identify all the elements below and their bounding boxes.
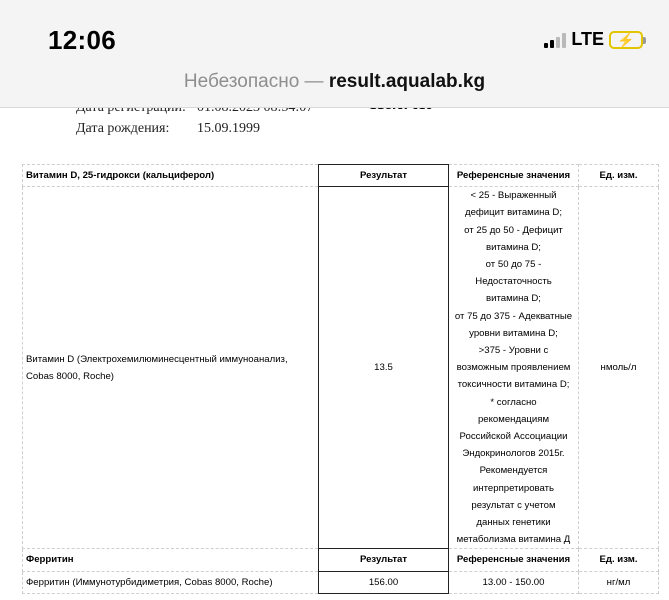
reference-line: дефицит витамина D; xyxy=(464,207,563,219)
reference-values xyxy=(449,187,579,549)
table-row xyxy=(23,571,659,593)
network-type: LTE xyxy=(571,29,604,49)
test-name: Витамин D (Электрохемилюминесцентный иммуноанализ, Cobas 8000, Roche) xyxy=(23,187,319,549)
reference-line: >375 - Уровни с xyxy=(478,345,549,357)
result-column-header: Результат xyxy=(319,165,449,187)
reference-line: < 25 - Выраженный xyxy=(470,190,557,202)
reference-line: возможным проявлением xyxy=(456,362,571,374)
section-title: Витамин D, 25-гидрокси (кальциферол) xyxy=(23,165,319,187)
reference-line: интерпретировать xyxy=(472,482,555,494)
table-row xyxy=(23,187,659,549)
reference-line: витамина D; xyxy=(486,241,541,253)
reference-line: от 50 до 75 - xyxy=(485,259,542,271)
result-value: 156.00 xyxy=(319,571,449,593)
reference-line: токсичности витамина D; xyxy=(457,379,570,391)
table-header-row xyxy=(23,165,659,187)
reference-line: Рекомендуется xyxy=(479,465,548,477)
reference-values: 13.00 - 150.00 xyxy=(449,571,579,593)
reference-line: * согласно xyxy=(490,396,537,408)
reference-column-header: Референсные значения xyxy=(449,549,579,571)
reference-line: рекомендациям xyxy=(477,413,550,425)
units-value: нмоль/л xyxy=(579,187,659,549)
units-column-header: Ед. изм. xyxy=(579,165,659,187)
browser-chrome xyxy=(0,0,669,108)
vitamin-d-table xyxy=(22,164,659,594)
address-bar[interactable] xyxy=(0,71,669,93)
reference-line: от 75 до 375 - Адекватные xyxy=(454,310,573,322)
result-value: 13.5 xyxy=(319,187,449,549)
reference-line: Эндокринологов 2015г. xyxy=(462,448,565,460)
reference-line: данных генетики xyxy=(476,517,551,529)
insecure-warning: Небезопасно — xyxy=(183,71,324,92)
units-column-header: Ед. изм. xyxy=(579,549,659,571)
status-indicators xyxy=(544,29,643,50)
reference-line: Российской Ассоциации xyxy=(459,431,568,443)
reference-line: Недостаточность xyxy=(475,276,552,288)
units-value: нг/мл xyxy=(579,571,659,593)
table-header-row xyxy=(23,549,659,571)
reference-line: результат с учетом xyxy=(471,499,556,511)
reference-line: витамина D; xyxy=(486,293,541,305)
birth-date-value: 15.09.1999 xyxy=(197,121,260,136)
reference-line: от 25 до 50 - Дефицит xyxy=(464,224,563,236)
reference-column-header: Референсные значения xyxy=(449,165,579,187)
battery-charging-icon: ⚡ xyxy=(609,31,643,49)
test-name: Ферритин (Иммунотурбидиметрия, Cobas 8000, Roche) xyxy=(23,571,319,593)
url-domain: result.aqualab.kg xyxy=(328,71,486,92)
signal-strength-icon xyxy=(544,32,566,48)
result-column-header: Результат xyxy=(319,549,449,571)
reference-line: уровни витамина D; xyxy=(469,327,558,339)
reference-line: метаболизма витамина Д xyxy=(456,534,571,546)
birth-date-label: Дата рождения: xyxy=(76,121,170,136)
section-title: Ферритин xyxy=(23,549,319,571)
status-time: 12:06 xyxy=(48,25,116,55)
